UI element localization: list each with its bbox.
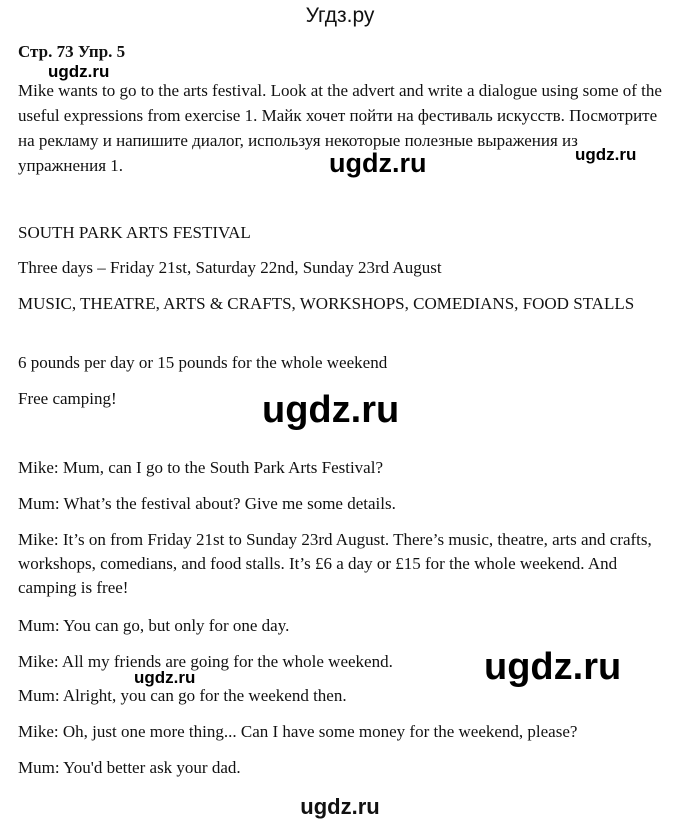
- advert-camping: Free camping!: [18, 389, 117, 408]
- footer-watermark: ugdz.ru: [300, 794, 380, 819]
- advert-title: SOUTH PARK ARTS FESTIVAL: [18, 223, 251, 242]
- dialogue-line: Mike: Mum, can I go to the South Park Arts Festival?: [18, 458, 383, 477]
- watermark: ugdz.ru: [134, 668, 196, 687]
- site-title: Угдз.ру: [305, 4, 375, 27]
- exercise-heading: Стр. 73 Упр. 5: [18, 42, 126, 61]
- watermark: ugdz.ru: [329, 148, 427, 178]
- advert-events: MUSIC, THEATRE, ARTS & CRAFTS, WORKSHOPS, COMEDIANS, FOOD STALLS: [18, 294, 635, 313]
- dialogue-line: Mum: Alright, you can go for the weekend then.: [18, 686, 347, 705]
- dialogue-line: Mike: All my friends are going for the whole weekend.: [18, 652, 393, 671]
- watermark: ugdz.ru: [262, 389, 400, 431]
- instruction-text: Mike wants to go to the arts festival. Look at the advert and write a dialogue using some of the useful expressions from exercise 1. Майк хочет пойти на фестиваль искусств. Посмотрите на рекламу и напишите диалог, используя некоторые полезные выражения из упражнения 1.: [18, 81, 662, 175]
- advert-dates: Three days – Friday 21st, Saturday 22nd, Sunday 23rd August: [18, 258, 442, 277]
- advert-price: 6 pounds per day or 15 pounds for the whole weekend: [18, 353, 388, 372]
- dialogue-line: Mum: You can go, but only for one day.: [18, 616, 290, 635]
- watermark: ugdz.ru: [484, 646, 622, 688]
- dialogue-line: Mum: What’s the festival about? Give me some details.: [18, 494, 396, 513]
- dialogue-line: Mike: It’s on from Friday 21st to Sunday 23rd August. There’s music, theatre, arts and crafts, workshops, comedians, and food stalls. It’s £6 a day or £15 for the whole weekend. And camping is free!: [18, 530, 652, 597]
- dialogue-line: Mum: You'd better ask your dad.: [18, 758, 241, 777]
- watermark: ugdz.ru: [575, 145, 637, 164]
- watermark: ugdz.ru: [48, 62, 110, 81]
- dialogue-line: Mike: Oh, just one more thing... Can I have some money for the weekend, please?: [18, 722, 578, 741]
